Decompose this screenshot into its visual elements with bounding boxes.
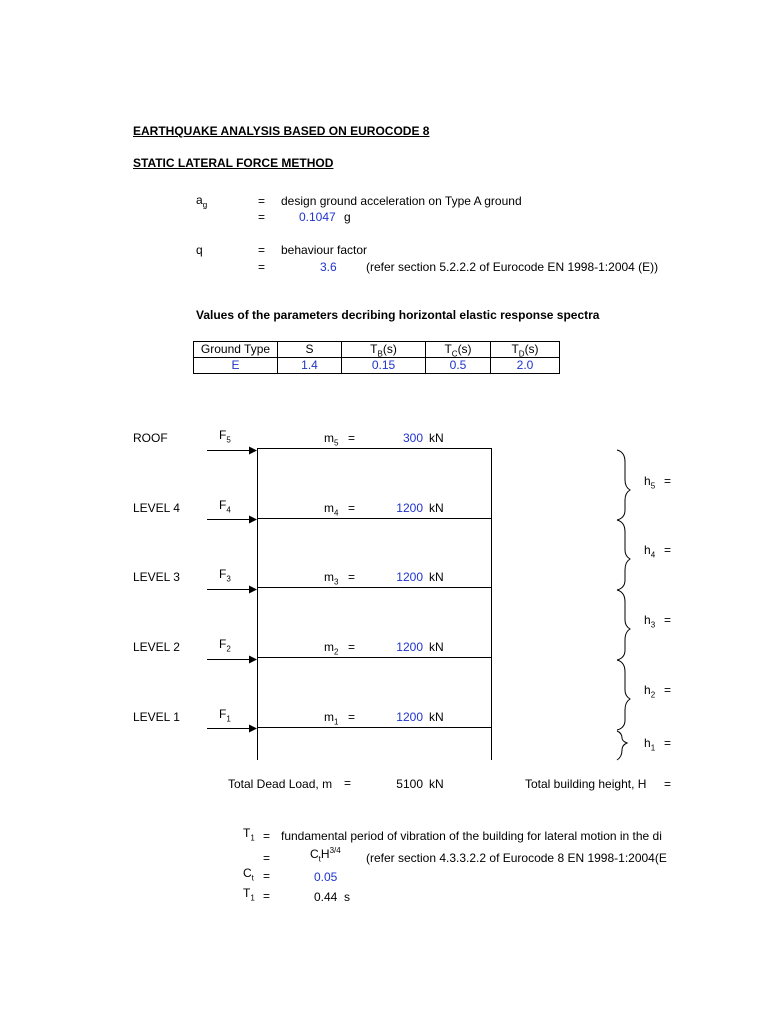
cell-tc[interactable]: 0.5	[426, 358, 491, 374]
ct-symbol: $C_t$	[243, 866, 254, 883]
mass-label-1: $m_1$	[324, 710, 339, 727]
q-value[interactable]: 3.6	[320, 260, 337, 274]
total-height-label: Total building height, H	[525, 777, 647, 791]
mass-unit-4: kN	[429, 501, 444, 515]
force-label-4: $F_4$	[219, 498, 231, 515]
mass-label-5: $m_5$	[324, 431, 339, 448]
total-dead-load-eq: =	[344, 776, 352, 790]
mass-value-2[interactable]: 1200	[396, 640, 423, 654]
brace-h4	[617, 520, 630, 590]
t1-symbol-2: $T_1$	[243, 886, 255, 903]
level-label-1: LEVEL 1	[133, 710, 180, 724]
level-label-4: LEVEL 4	[133, 501, 180, 515]
total-dead-load-unit: kN	[429, 777, 444, 791]
mass-label-3: $m_3$	[324, 570, 339, 587]
ct-eq: =	[263, 869, 271, 883]
total-height-eq: =	[664, 777, 672, 791]
table-heading: Values of the parameters decribing horizontal elastic response spectra	[196, 308, 600, 322]
q-reference: (refer section 5.2.2.2 of Eurocode EN 1998-1:2004 (E))	[366, 260, 659, 274]
height-eq-5: =	[664, 474, 672, 488]
t1-symbol: $T_1$	[243, 826, 255, 843]
t1-eq-3: =	[263, 889, 271, 903]
force-label-2: $F_2$	[219, 637, 231, 654]
total-dead-load-label: Total Dead Load, m	[228, 777, 333, 791]
height-eq-1: =	[664, 736, 672, 750]
mass-label-4: $m_4$	[324, 501, 339, 518]
cell-td[interactable]: 2.0	[491, 358, 560, 374]
q-equals-2: =	[258, 260, 266, 274]
height-label-4: $h_4$	[644, 543, 656, 560]
height-label-1: $h_1$	[644, 736, 656, 753]
height-label-3: $h_3$	[644, 613, 656, 630]
t1-formula: $C_tH^{3/4}$	[310, 846, 341, 864]
q-description: behaviour factor	[281, 243, 368, 257]
height-label-2: $h_2$	[644, 683, 656, 700]
header-tc: $T_C(s)$	[426, 342, 491, 358]
t1-eq: =	[263, 829, 271, 843]
mass-eq-3: =	[348, 570, 356, 584]
ag-unit: g	[344, 210, 351, 224]
mass-eq-2: =	[348, 640, 356, 654]
level-label-roof: ROOF	[133, 431, 168, 445]
mass-value-3[interactable]: 1200	[396, 570, 423, 584]
level-label-3: LEVEL 3	[133, 570, 180, 584]
height-eq-4: =	[664, 543, 672, 557]
t1-reference: (refer section 4.3.3.2.2 of Eurocode 8 EN 1998-1:2004(E	[366, 851, 667, 865]
ag-symbol: $a_g$	[196, 193, 208, 210]
height-eq-2: =	[664, 683, 672, 697]
mass-unit-3: kN	[429, 570, 444, 584]
ag-description: design ground acceleration on Type A ground	[281, 194, 522, 208]
mass-value-1[interactable]: 1200	[396, 710, 423, 724]
cell-tb[interactable]: 0.15	[342, 358, 426, 374]
force-label-1: $F_1$	[219, 707, 231, 724]
ag-value[interactable]: 0.1047	[299, 210, 336, 224]
force-label-5: $F_5$	[219, 428, 231, 445]
ag-equals: =	[258, 194, 266, 208]
mass-unit-5: kN	[429, 431, 444, 445]
t1-description: fundamental period of vibration of the building for lateral motion in the di	[281, 829, 662, 843]
cell-s[interactable]: 1.4	[278, 358, 342, 374]
ag-equals-2: =	[258, 210, 266, 224]
mass-value-4[interactable]: 1200	[396, 501, 423, 515]
mass-unit-2: kN	[429, 640, 444, 654]
page-title: EARTHQUAKE ANALYSIS BASED ON EUROCODE 8	[133, 124, 430, 138]
method-subtitle: STATIC LATERAL FORCE METHOD	[133, 156, 334, 170]
mass-eq-1: =	[348, 710, 356, 724]
q-equals: =	[258, 243, 266, 257]
mass-eq-4: =	[348, 501, 356, 515]
total-dead-load-value: 5100	[396, 777, 423, 791]
height-eq-3: =	[664, 613, 672, 627]
mass-label-2: $m_2$	[324, 640, 339, 657]
mass-unit-1: kN	[429, 710, 444, 724]
cell-ground-type[interactable]: E	[194, 358, 278, 374]
mass-eq-5: =	[348, 431, 356, 445]
mass-value-5[interactable]: 300	[402, 431, 423, 445]
brace-h5	[617, 450, 630, 520]
t1-unit: s	[344, 890, 350, 904]
t1-value: 0.44	[314, 890, 338, 904]
q-symbol: q	[196, 243, 203, 257]
t1-eq-2: =	[263, 851, 271, 865]
header-ground-type: Ground Type	[194, 342, 278, 358]
force-label-3: $F_3$	[219, 567, 231, 584]
header-s: S	[278, 342, 342, 358]
brace-h2	[617, 660, 630, 730]
level-label-2: LEVEL 2	[133, 640, 180, 654]
header-td: $T_D(s)$	[491, 342, 560, 358]
ct-value[interactable]: 0.05	[314, 870, 338, 884]
height-label-5: $h_5$	[644, 474, 656, 491]
brace-h1	[617, 731, 627, 760]
header-tb: $T_B(s)$	[342, 342, 426, 358]
brace-h3	[617, 590, 630, 660]
